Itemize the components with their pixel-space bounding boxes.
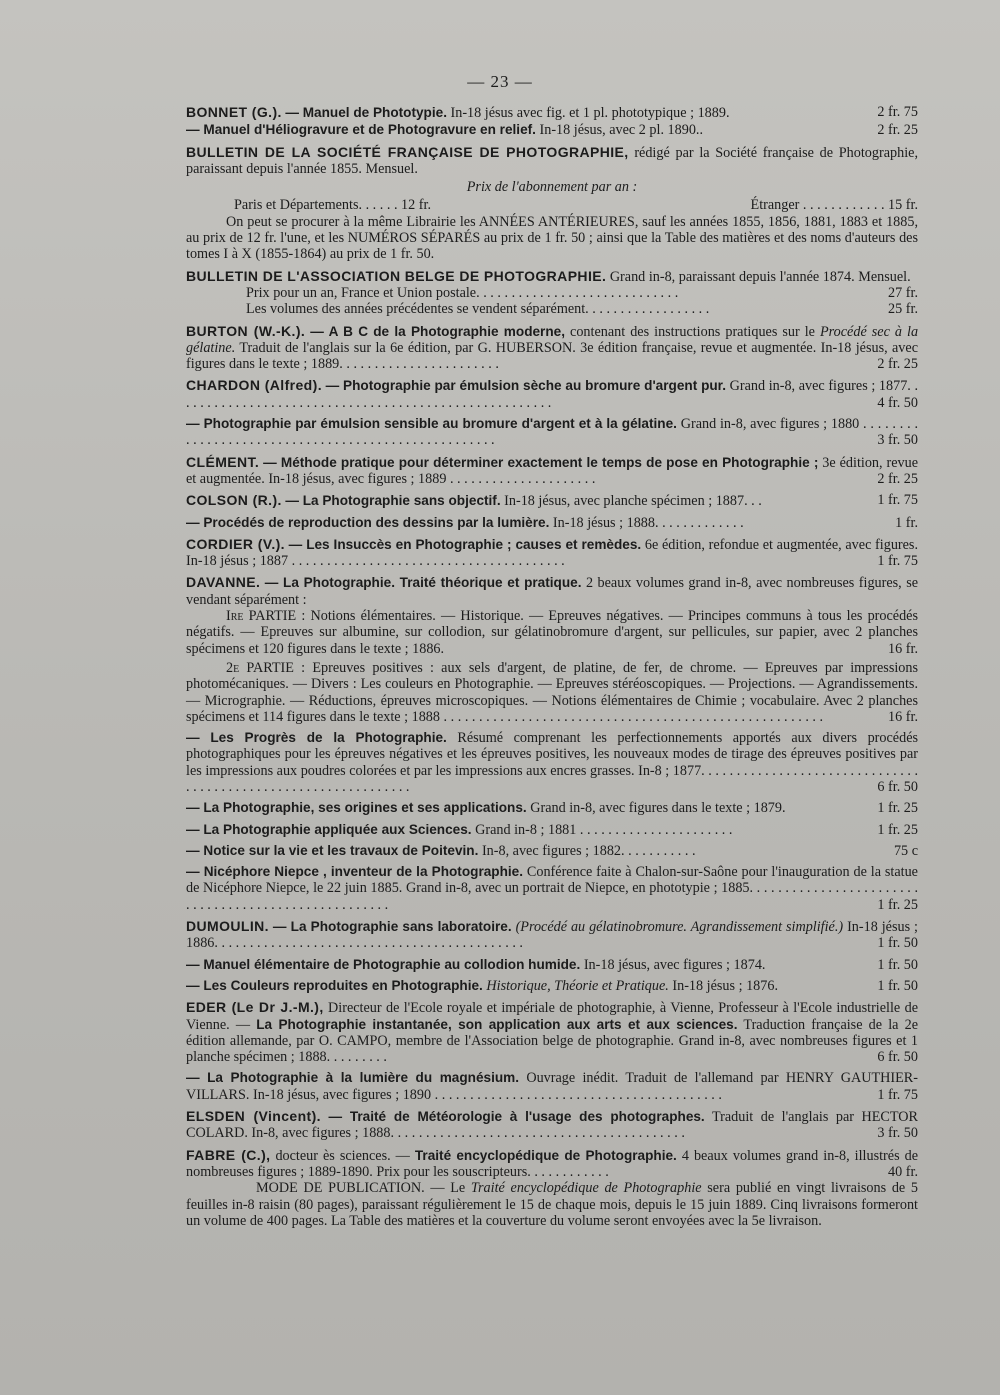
author-name: EDER (Le Dr J.-M.), xyxy=(186,999,324,1016)
book-description: Grand in-8, avec figures ; 1877. . . . . . . . . . . . . . . . . . . . . . . . . . . . . . . . . . . . . . . . . . . . . . . . . . . . . . xyxy=(186,378,919,411)
entry-burton xyxy=(186,323,918,373)
subscription-prices xyxy=(186,197,918,213)
price-line xyxy=(186,301,918,317)
book-title: — La Photographie, ses origines et ses applications. xyxy=(186,800,527,816)
price: 25 fr. xyxy=(888,301,918,318)
entry-davanne-sciences xyxy=(186,822,918,838)
price: 6 fr. 50 xyxy=(877,1049,918,1066)
price: 1 fr. 50 xyxy=(877,956,918,973)
price-line xyxy=(186,285,918,301)
author-name: BURTON (W.-K.). xyxy=(186,322,306,339)
book-title: Traité encyclopédique de Photographie. xyxy=(414,1147,677,1163)
book-title: — Manuel d'Héliogravure et de Photogravure en relief. xyxy=(186,122,536,138)
price-etranger: Étranger . . . . . . . . . . . . 15 fr. xyxy=(750,197,918,214)
entry-davanne-poitevin xyxy=(186,843,918,859)
publication-mode xyxy=(186,1180,918,1229)
book-title: — A B C de la Photographie moderne, xyxy=(310,323,565,339)
author-name: COLSON (R.). xyxy=(186,492,282,509)
book-description: In-18 jésus, avec 2 pl. 1890.. xyxy=(539,122,704,139)
entry-dumoulin xyxy=(186,918,918,952)
price: 4 fr. 50 xyxy=(877,394,918,411)
book-title: — Photographie par émulsion sèche au bromure d'argent pur. xyxy=(325,378,726,394)
book-description: docteur ès sciences. — xyxy=(275,1147,410,1164)
book-title: — Manuel élémentaire de Photographie au collodion humide. xyxy=(186,956,581,972)
entry-eder xyxy=(186,999,918,1065)
book-description: In-18 jésus avec fig. et 1 pl. phototypique ; 1889. xyxy=(450,105,730,121)
entry-davanne xyxy=(186,574,918,725)
book-description: 6e édition, refondue et augmentée, avec figures. In-18 jésus ; 1887 . . . . . . . . . . . . . . . . . . . . . . . . . . . . . . . . . . . . . . . xyxy=(186,536,919,570)
entry-dumoulin-manuel xyxy=(186,957,918,973)
book-title: — Manuel de Phototypie. xyxy=(285,105,447,120)
price: 2 fr. 25 xyxy=(877,356,918,373)
back-issues-note: On peut se procurer à la même Librairie les ANNÉES ANTÉRIEURES, sauf les années 1855, 1856, 1881, 1883 et 1885, au prix de 12 fr. l'une, et les NUMÉROS SÉPARÉS au prix de 1 fr. 50 ; ainsi que la Table des matières et des noms d'auteurs des tomes I à X (1855-1864) au prix de 1 fr. 50. xyxy=(186,213,918,263)
price: 1 fr. 50 xyxy=(877,977,918,994)
price: 1 fr. 25 xyxy=(877,821,918,838)
publication-mode-italic: Traité encyclopédique de Photographie xyxy=(470,1180,702,1197)
book-title: — La Photographie à la lumière du magnésium. xyxy=(186,1070,520,1086)
publication-mode-label: MODE DE PUBLICATION. — xyxy=(256,1180,445,1197)
entry-eder-magnesium xyxy=(186,1070,918,1103)
price: 1 fr. 25 xyxy=(877,896,918,913)
book-title: La Photographie instantanée, son application aux arts et aux sciences. xyxy=(256,1016,738,1032)
price: 2 fr. 25 xyxy=(877,470,918,487)
price: 1 fr. 75 xyxy=(877,1086,918,1103)
entry-bonnet-phototypie xyxy=(186,104,918,121)
book-title: — Nicéphore Niepce , inventeur de la Photographie. xyxy=(186,864,524,880)
book-description: Résumé comprenant les perfectionnements apportés aux divers procédés photographiques pour les épreuves négatives et les épreuves positives, les nouveaux modes de tirage des épreuves positives par les impressions aux poudres colorées et par les impressions aux encres grasses. In-8 ; 1877. . . . . . . . . . . . . . . . . . . . . . . . . . . . . . . . . . . . . . . . . . . . . . . . . . . . . . . . . . . . . . . xyxy=(186,730,919,795)
subscription-heading: Prix de l'abonnement par an : xyxy=(466,179,638,196)
book-description: In-18 jésus, avec planche spécimen ; 1887. . . xyxy=(504,493,762,510)
book-title: — Procédés de reproduction des dessins par la lumière. xyxy=(186,514,550,530)
publication-mode-text: sera publié en vingt livraisons de 5 feuilles in-8 raisin (80 pages), paraissant régulièrement le 15 de chaque mois, depuis le 15 juin 1889. Cinq livraisons formeront un volume de 400 pages. La Table des matières et la couverture du volume seront envoyées avec la 5e livraison. xyxy=(186,1180,919,1229)
price: 27 fr. xyxy=(888,284,918,301)
author-name: CORDIER (V.). xyxy=(186,535,285,552)
catalog-listing xyxy=(186,104,918,1234)
price: 2 fr. 25 xyxy=(877,122,918,139)
part-one xyxy=(186,608,918,657)
book-description: Grand in-8 ; 1881 . . . . . . . . . . . . . . . . . . . . . . xyxy=(475,821,733,838)
book-description-italic: Historique, Théorie et Pratique. xyxy=(486,977,669,994)
author-name: ELSDEN (Vincent). xyxy=(186,1108,321,1125)
price-label: Prix pour un an, France et Union postale. . . . . . . . . . . . . . . . . . . . . . . . . . . . . xyxy=(246,284,679,301)
book-description-italic: Procédé sec à la gélatine. xyxy=(186,323,919,356)
entry-davanne-origines xyxy=(186,800,918,816)
author-name: CHARDON (Alfred). xyxy=(186,377,322,394)
entry-clement xyxy=(186,454,918,488)
entry-colson-objectif xyxy=(186,492,918,509)
price: 40 fr. xyxy=(888,1163,918,1180)
book-description: In-18 jésus ; 1876. xyxy=(672,977,779,994)
price: 16 fr. xyxy=(888,640,918,657)
entry-chardon-gelatine xyxy=(186,416,918,449)
entry-davanne-progres xyxy=(186,730,918,795)
book-title: — La Photographie. Traité théorique et pratique. xyxy=(264,575,582,591)
price: 1 fr. 25 xyxy=(877,800,918,817)
book-description-italic: (Procédé au gélatinobromure. Agrandissement simplifié.) xyxy=(515,919,844,936)
book-description: Traduit de l'anglais par HECTOR COLARD. In-8, avec figures ; 1888. . . . . . . . . . . . . . . . . . . . . . . . . . . . . . . . . . . . . . . . . . xyxy=(186,1109,918,1142)
publication-mode-text: Le xyxy=(450,1180,466,1197)
author-name: BULLETIN DE L'ASSOCIATION BELGE DE PHOTOGRAPHIE. xyxy=(186,267,607,284)
entry-davanne-niepce xyxy=(186,864,918,913)
book-title: — Les Progrès de la Photographie. xyxy=(186,730,447,746)
book-description: Traduction française de la 2e édition allemande, par O. CAMPO, membre de l'Association belge de photographie. Grand in-8, avec nombreuses figures et 1 planche spécimen ; 1888. . . . . . . . . xyxy=(186,1016,919,1066)
book-title: — Photographie par émulsion sensible au bromure d'argent et à la gélatine. xyxy=(186,416,677,432)
entry-dumoulin-couleurs xyxy=(186,978,918,994)
author-name: CLÉMENT. xyxy=(186,453,260,470)
book-title: — La Photographie appliquée aux Sciences. xyxy=(186,821,472,837)
entry-cordier xyxy=(186,536,918,570)
book-description: Ouvrage inédit. Traduit de l'allemand par HENRY GAUTHIER-VILLARS. In-18 jésus, avec figures ; 1890 . . . . . . . . . . . . . . . . . . . . . . . . . . . . . . . . . . . . . . . . . xyxy=(186,1070,918,1103)
book-description: In-18 jésus ; 1888. . . . . . . . . . . . . xyxy=(552,514,744,531)
book-title: — Les Insuccès en Photographie ; causes et remèdes. xyxy=(288,536,642,552)
page-number: — 23 — xyxy=(467,72,533,91)
book-description: In-18 jésus, avec figures ; 1874. xyxy=(583,956,766,973)
book-title: — Notice sur la vie et les travaux de Poitevin. xyxy=(186,842,479,858)
book-description: Traduit de l'anglais sur la 6e édition, par G. HUBERSON. 3e édition française, revue et augmentée. In-18 jésus, avec figures dans le texte ; 1889. . . . . . . . . . . . . . . . . . . . . . . xyxy=(186,339,918,373)
book-title: — Traité de Météorologie à l'usage des photographes. xyxy=(328,1109,705,1125)
price: 6 fr. 50 xyxy=(877,778,918,795)
price-label: Les volumes des années précédentes se vendent séparément. . . . . . . . . . . . . . . . . . xyxy=(246,301,710,318)
price: 3 fr. 50 xyxy=(877,432,918,449)
part-label: 2e PARTIE : xyxy=(226,659,306,676)
author-name: DUMOULIN. xyxy=(186,918,269,935)
entry-bulletin-abp xyxy=(186,268,918,318)
book-description: In-18 jésus ; 1886. . . . . . . . . . . . . . . . . . . . . . . . . . . . . . . . . . . . . . . . . . . . xyxy=(186,919,918,952)
part-label: Ire PARTIE : xyxy=(226,608,306,625)
price: 1 fr. 75 xyxy=(877,553,918,570)
book-description: contenant des instructions pratiques sur le xyxy=(570,323,815,340)
book-description: Grand in-8, paraissant depuis l'année 1874. Mensuel. xyxy=(609,268,911,285)
book-description: 2 beaux volumes grand in-8, avec nombreuses figures, se vendant séparément : xyxy=(186,575,919,608)
entry-colson-procedes xyxy=(186,515,918,531)
price: 2 fr. 75 xyxy=(877,104,918,120)
author-name: BULLETIN DE LA SOCIÉTÉ FRANÇAISE DE PHOTOGRAPHIE, xyxy=(186,143,629,160)
price: 16 fr. xyxy=(888,708,918,725)
part-description: Epreuves positives : aux sels d'argent, de platine, de fer, de chrome. — Epreuves par impressions photomécaniques. — Divers : Les couleurs en Photographie. — Epreuves stéréoscopiques. — Projections. — Agrandissements. — Micrographie. — Réductions, épreuves microscopiques. — Notions élémentaires de Chimie ; vocabulaire. Avec 2 planches spécimens et 114 figures dans le texte ; 1888 . . . . . . . . . . . . . . . . . . . . . . . . . . . . . . . . . . . . . . . . . . . . . . . . . . . . . . xyxy=(186,659,918,725)
price: 1 fr. xyxy=(895,514,918,531)
price-paris: Paris et Départements. . . . . . 12 fr. xyxy=(234,197,432,214)
part-description: Notions élémentaires. — Historique. — Epreuves négatives. — Principes communs à tous les procédés négatifs. — Epreuves sur albumine, sur collodion, sur gélatinobromure d'argent, sur pellicules, sur papier, avec 2 planches spécimens et 120 figures dans le texte ; 1886. xyxy=(186,608,919,657)
price: 1 fr. 50 xyxy=(877,935,918,952)
book-title: — La Photographie sans laboratoire. xyxy=(272,919,512,935)
author-name: BONNET (G.). xyxy=(186,104,282,120)
entry-bulletin-sfp xyxy=(186,144,918,263)
book-description: Conférence faite à Chalon-sur-Saône pour l'inauguration de la statue de Nicéphore Niepce, le 22 juin 1885. Grand in-8, avec un portrait de Niepce, en phototypie ; 1885. . . . . . . . . . . . . . . . . . . . . . . . . . . . . . . . . . . . . . . . . . . . . . . . . . . . . xyxy=(186,864,918,913)
book-title: — La Photographie sans objectif. xyxy=(285,493,501,509)
book-description: rédigé par la Société française de Photographie, paraissant depuis l'année 1855. Mensuel. xyxy=(186,144,918,177)
book-title: — Les Couleurs reproduites en Photographie. xyxy=(186,977,483,993)
price: 1 fr. 75 xyxy=(877,492,918,509)
book-description: 4 beaux volumes grand in-8, illustrés de nombreuses figures ; 1889-1890. Prix pour les souscripteurs. . . . . . . . . . . . xyxy=(186,1147,919,1180)
entry-elsden xyxy=(186,1108,918,1142)
entry-bonnet-heliogravure xyxy=(186,122,918,138)
entry-fabre xyxy=(186,1147,918,1229)
author-name: DAVANNE. xyxy=(186,574,261,591)
price: 75 c xyxy=(893,842,918,859)
book-description: 3e édition, revue et augmentée. In-18 jésus, avec figures ; 1889 . . . . . . . . . . . . . . . . . . . . . xyxy=(186,454,918,487)
book-description: Grand in-8, avec figures dans le texte ; 1879. xyxy=(530,800,786,817)
part-two xyxy=(186,660,918,725)
price: 3 fr. 50 xyxy=(877,1125,918,1142)
book-title: — Méthode pratique pour déterminer exactement le temps de pose en Photographie ; xyxy=(263,454,819,470)
author-name: FABRE (C.), xyxy=(186,1146,271,1163)
entry-chardon-seche xyxy=(186,377,918,411)
book-description: In-8, avec figures ; 1882. . . . . . . . . . . xyxy=(481,842,696,859)
book-description: Grand in-8, avec figures ; 1880 . . . . . . . . . . . . . . . . . . . . . . . . . . . . . . . . . . . . . . . . . . . . . . . . . . . . xyxy=(186,416,918,449)
book-description: Directeur de l'Ecole royale et impériale de photographie, à Vienne, Professeur à l'Ecole industrielle de Vienne. — xyxy=(186,1000,918,1033)
